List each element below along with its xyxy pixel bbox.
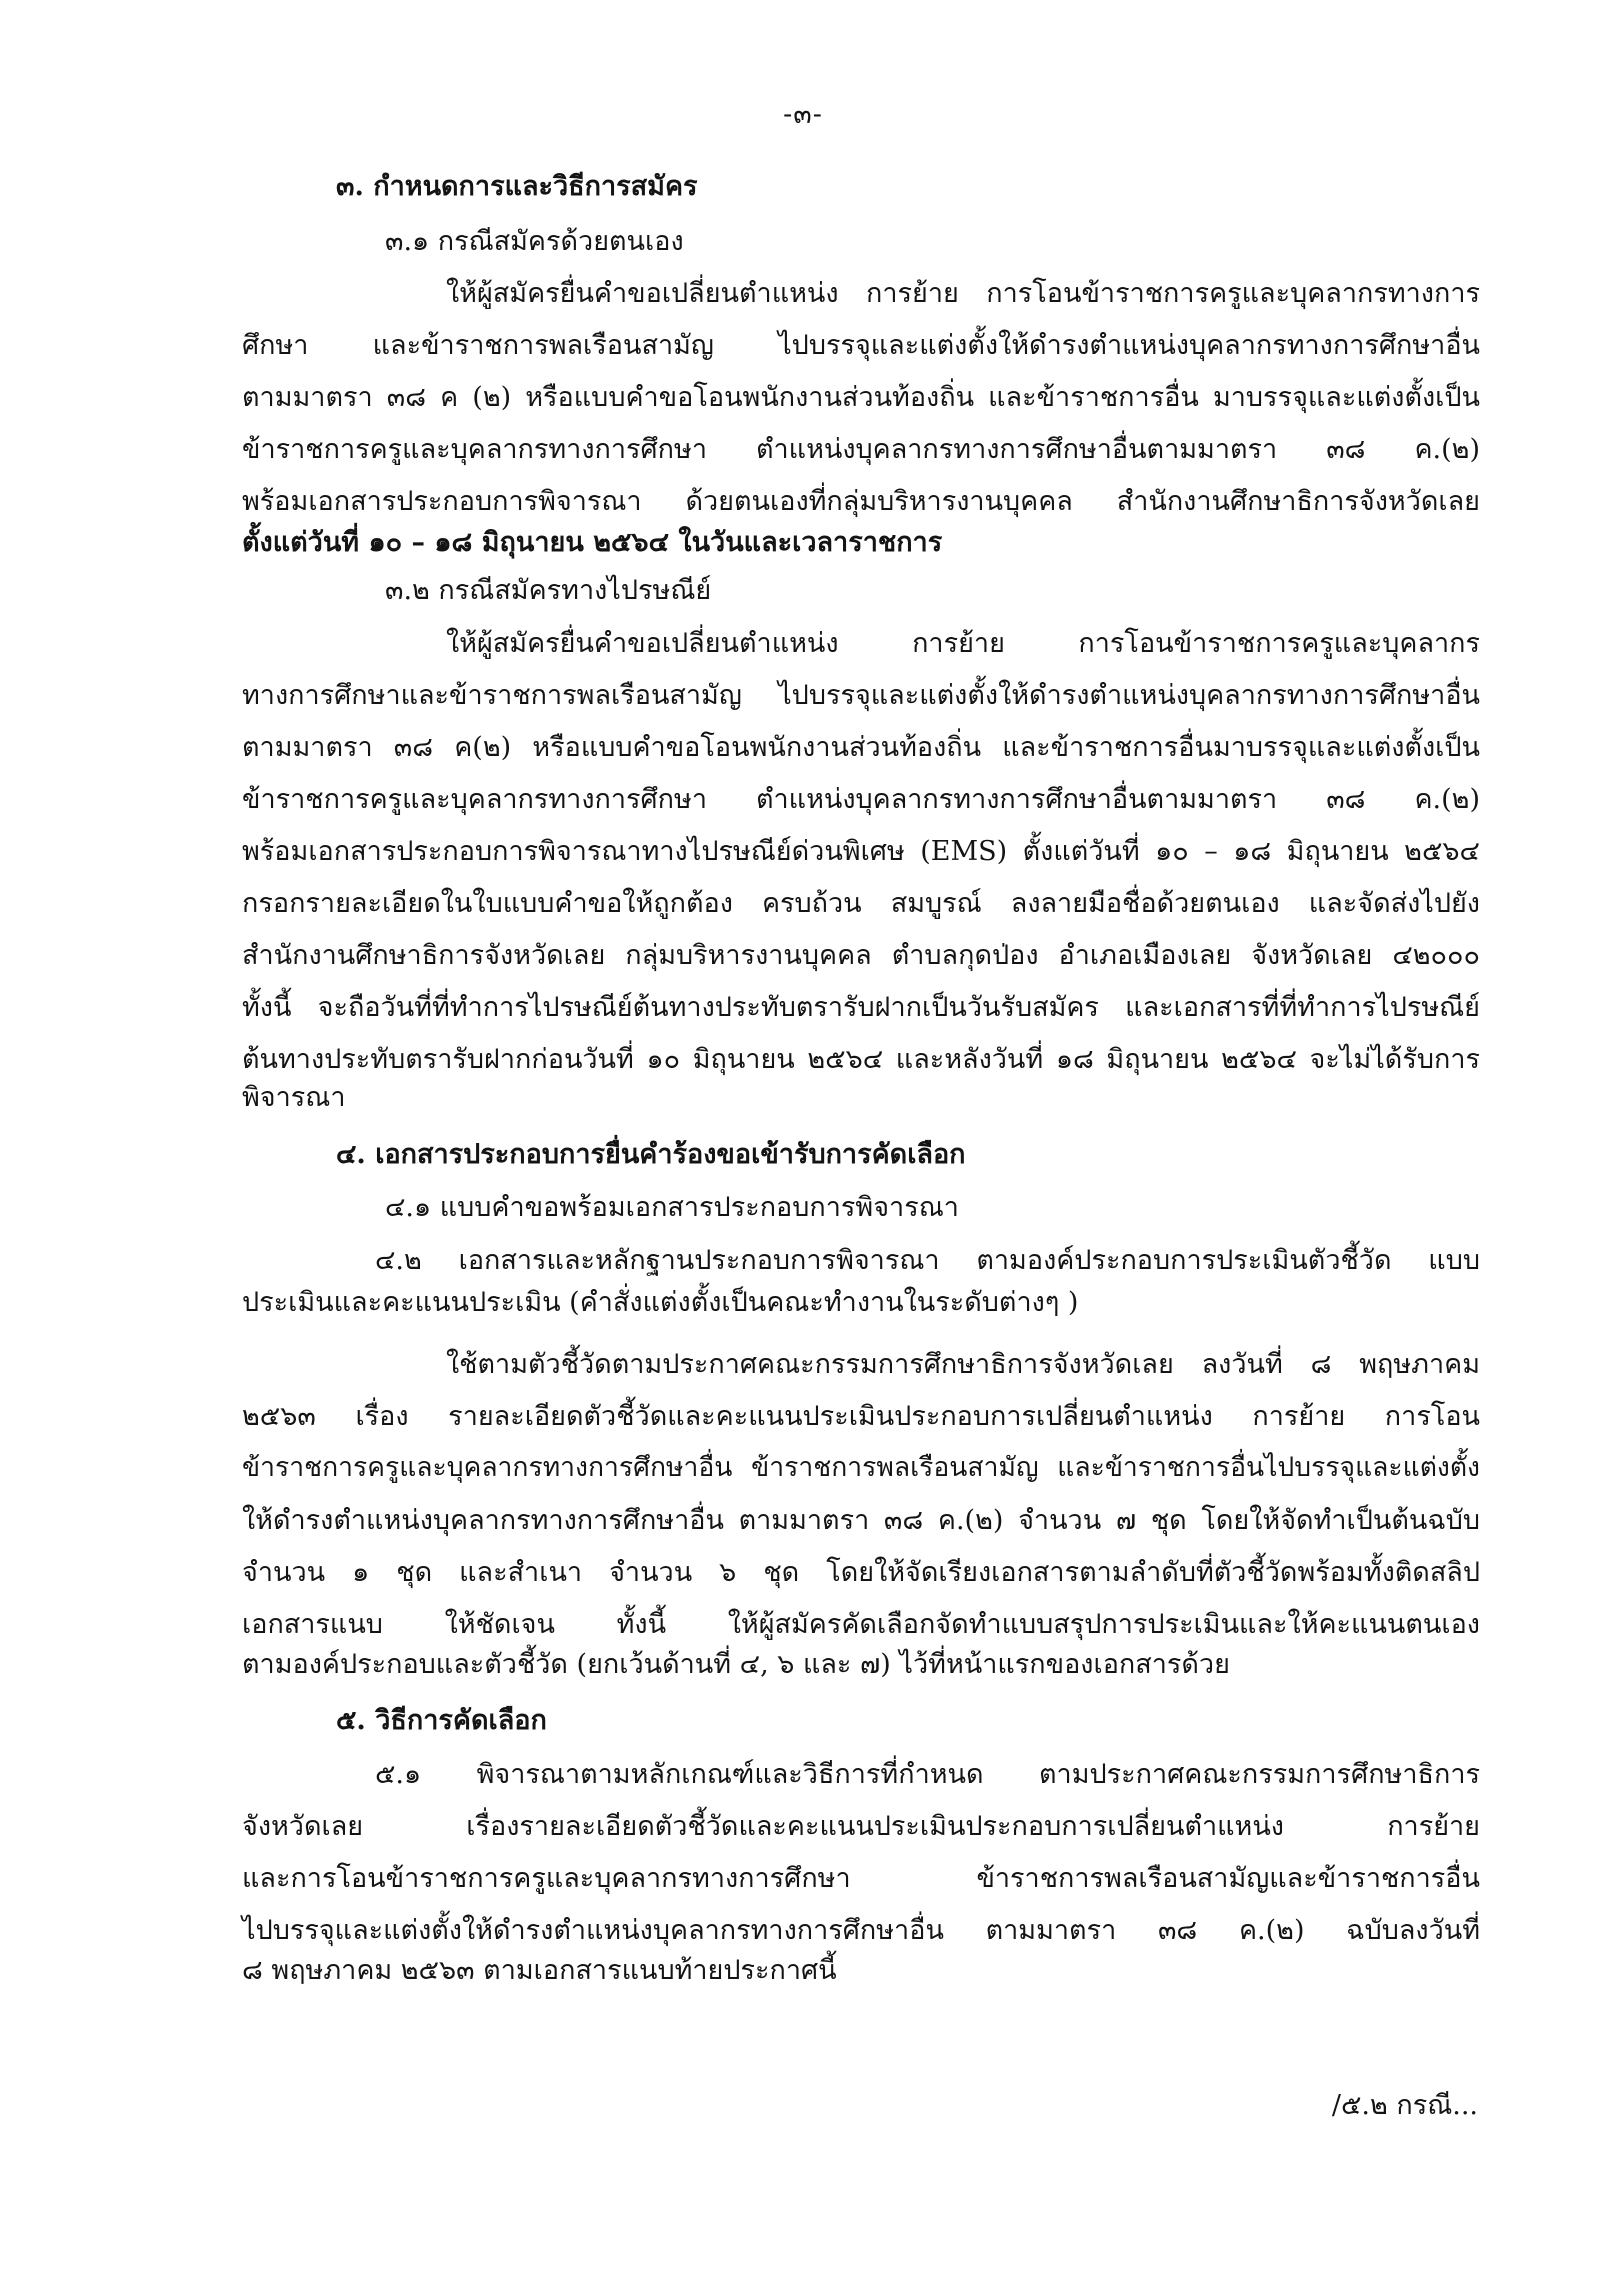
paragraph-line: กรอกรายละเอียดในใบแบบคำขอให้ถูกต้อง ครบถ้วน สมบูรณ์ ลงลายมือชื่อด้วยตนเอง และจัดส่งไปยัง — [242, 888, 1480, 919]
paragraph-line: เอกสารแนบ ให้ชัดเจน ทั้งนี้ ให้ผู้สมัครคัดเลือกจัดทำแบบสรุปการประเมินและให้คะแนนตนเอง — [242, 1609, 1480, 1640]
paragraph-line: ตามมาตรา ๓๘ ค (๒) หรือแบบคำขอโอนพนักงานส่วนท้องถิ่น และข้าราชการอื่น มาบรรจุและแต่งตั้งเป็น — [242, 382, 1480, 413]
paragraph-line: ทางการศึกษาและข้าราชการพลเรือนสามัญ ไปบรรจุและแต่งตั้งให้ดำรงตำแหน่งบุคลากรทางการศึกษาอื่น — [242, 680, 1480, 711]
section-5-heading: ๕. วิธีการคัดเลือก — [336, 1705, 547, 1736]
section-3-1-title: ๓.๑ กรณีสมัครด้วยตนเอง — [385, 226, 684, 257]
paragraph-line: ตามมาตรา ๓๘ ค(๒) หรือแบบคำขอโอนพนักงานส่วนท้องถิ่น และข้าราชการอื่นมาบรรจุและแต่งตั้งเป็น — [242, 732, 1480, 763]
paragraph-line: ตามองค์ประกอบและตัวชี้วัด (ยกเว้นด้านที่ ๔, ๖ และ ๗) ไว้ที่หน้าแรกของเอกสารด้วย — [242, 1649, 1230, 1680]
paragraph-line: พิจารณา — [242, 1082, 346, 1113]
paragraph-line: พร้อมเอกสารประกอบการพิจารณาทางไปรษณีย์ด่วนพิเศษ (EMS) ตั้งแต่วันที่ ๑๐ – ๑๘ มิถุนายน ๒๕๖๔ — [242, 836, 1480, 867]
paragraph-line: ใช้ตามตัวชี้วัดตามประกาศคณะกรรมการศึกษาธิการจังหวัดเลย ลงวันที่ ๘ พฤษภาคม — [446, 1349, 1480, 1380]
section-4-2-line: ๔.๒ เอกสารและหลักฐานประกอบการพิจารณา ตามองค์ประกอบการประเมินตัวชี้วัด แบบ — [375, 1245, 1480, 1276]
paragraph-line: ให้ดำรงตำแหน่งบุคลากรทางการศึกษาอื่น ตามมาตรา ๓๘ ค.(๒) จำนวน ๗ ชุด โดยให้จัดทำเป็นต้นฉบับ — [242, 1505, 1480, 1536]
paragraph-line: จำนวน ๑ ชุด และสำเนา จำนวน ๖ ชุด โดยให้จัดเรียงเอกสารตามลำดับที่ตัวชี้วัดพร้อมทั้งติดสลิป — [242, 1557, 1480, 1588]
page-number: -๓- — [783, 99, 823, 130]
paragraph-line: ข้าราชการครูและบุคลากรทางการศึกษาอื่น ข้าราชการพลเรือนสามัญ และข้าราชการอื่นไปบรรจุและแต่งตั้ง — [242, 1452, 1480, 1483]
continuation-note: /๕.๒ กรณี... — [1331, 2090, 1478, 2121]
paragraph-line: จังหวัดเลย เรื่องรายละเอียดตัวชี้วัดและคะแนนประเมินประกอบการเปลี่ยนตำแหน่ง การย้าย — [242, 1811, 1480, 1842]
paragraph-line: ศึกษา และข้าราชการพลเรือนสามัญ ไปบรรจุและแต่งตั้งให้ดำรงตำแหน่งบุคลากรทางการศึกษาอื่น — [242, 330, 1480, 361]
section-4-2-line: ประเมินและคะแนนประเมิน (คำสั่งแต่งตั้งเป็นคณะทำงานในระดับต่างๆ ) — [242, 1287, 1079, 1318]
paragraph-line: พร้อมเอกสารประกอบการพิจารณา ด้วยตนเองที่กลุ่มบริหารงานบุคคล สำนักงานศึกษาธิการจังหวัดเลย — [242, 486, 1480, 517]
paragraph-line: และการโอนข้าราชการครูและบุคลากรทางการศึกษา ข้าราชการพลเรือนสามัญและข้าราชการอื่น — [242, 1863, 1480, 1894]
paragraph-line: ๒๕๖๓ เรื่อง รายละเอียดตัวชี้วัดและคะแนนประเมินประกอบการเปลี่ยนตำแหน่ง การย้าย การโอน — [242, 1401, 1480, 1432]
paragraph-line: สำนักงานศึกษาธิการจังหวัดเลย กลุ่มบริหารงานบุคคล ตำบลกุดป่อง อำเภอเมืองเลย จังหวัดเลย ๔๒๐๐๐ — [242, 940, 1480, 971]
section-3-heading: ๓. กำหนดการและวิธีการสมัคร — [336, 171, 698, 202]
section-3-2-title: ๓.๒ กรณีสมัครทางไปรษณีย์ — [385, 575, 712, 606]
paragraph-line: ทั้งนี้ จะถือวันที่ที่ทำการไปรษณีย์ต้นทางประทับตรารับฝากเป็นวันรับสมัคร และเอกสารที่ที่ทำการไปรษณีย์ — [242, 992, 1480, 1023]
paragraph-line: ให้ผู้สมัครยื่นคำขอเปลี่ยนตำแหน่ง การย้าย การโอนข้าราชการครูและบุคลากร — [446, 628, 1480, 659]
paragraph-line: ให้ผู้สมัครยื่นคำขอเปลี่ยนตำแหน่ง การย้าย การโอนข้าราชการครูและบุคลากรทางการ — [446, 278, 1480, 309]
paragraph-line: ๕.๑ พิจารณาตามหลักเกณฑ์และวิธีการที่กำหนด ตามประกาศคณะกรรมการศึกษาธิการ — [375, 1759, 1480, 1790]
application-period: ตั้งแต่วันที่ ๑๐ – ๑๘ มิถุนายน ๒๕๖๔ ในวันและเวลาราชการ — [242, 527, 943, 558]
section-4-heading: ๔. เอกสารประกอบการยื่นคำร้องขอเข้ารับการคัดเลือก — [336, 1139, 966, 1170]
section-4-1-title: ๔.๑ แบบคำขอพร้อมเอกสารประกอบการพิจารณา — [385, 1192, 959, 1223]
paragraph-line: ข้าราชการครูและบุคลากรทางการศึกษา ตำแหน่งบุคลากรทางการศึกษาอื่นตามมาตรา ๓๘ ค.(๒) — [242, 784, 1480, 815]
paragraph-line: ไปบรรจุและแต่งตั้งให้ดำรงตำแหน่งบุคลากรทางการศึกษาอื่น ตามมาตรา ๓๘ ค.(๒) ฉบับลงวันที่ — [242, 1915, 1480, 1946]
paragraph-line: ๘ พฤษภาคม ๒๕๖๓ ตามเอกสารแนบท้ายประกาศนี้ — [242, 1955, 837, 1986]
paragraph-line: ข้าราชการครูและบุคลากรทางการศึกษา ตำแหน่งบุคลากรทางการศึกษาอื่นตามมาตรา ๓๘ ค.(๒) — [242, 434, 1480, 465]
paragraph-line: ต้นทางประทับตรารับฝากก่อนวันที่ ๑๐ มิถุนายน ๒๕๖๔ และหลังวันที่ ๑๘ มิถุนายน ๒๕๖๔ จะไม่ได้รับการ — [242, 1044, 1480, 1075]
